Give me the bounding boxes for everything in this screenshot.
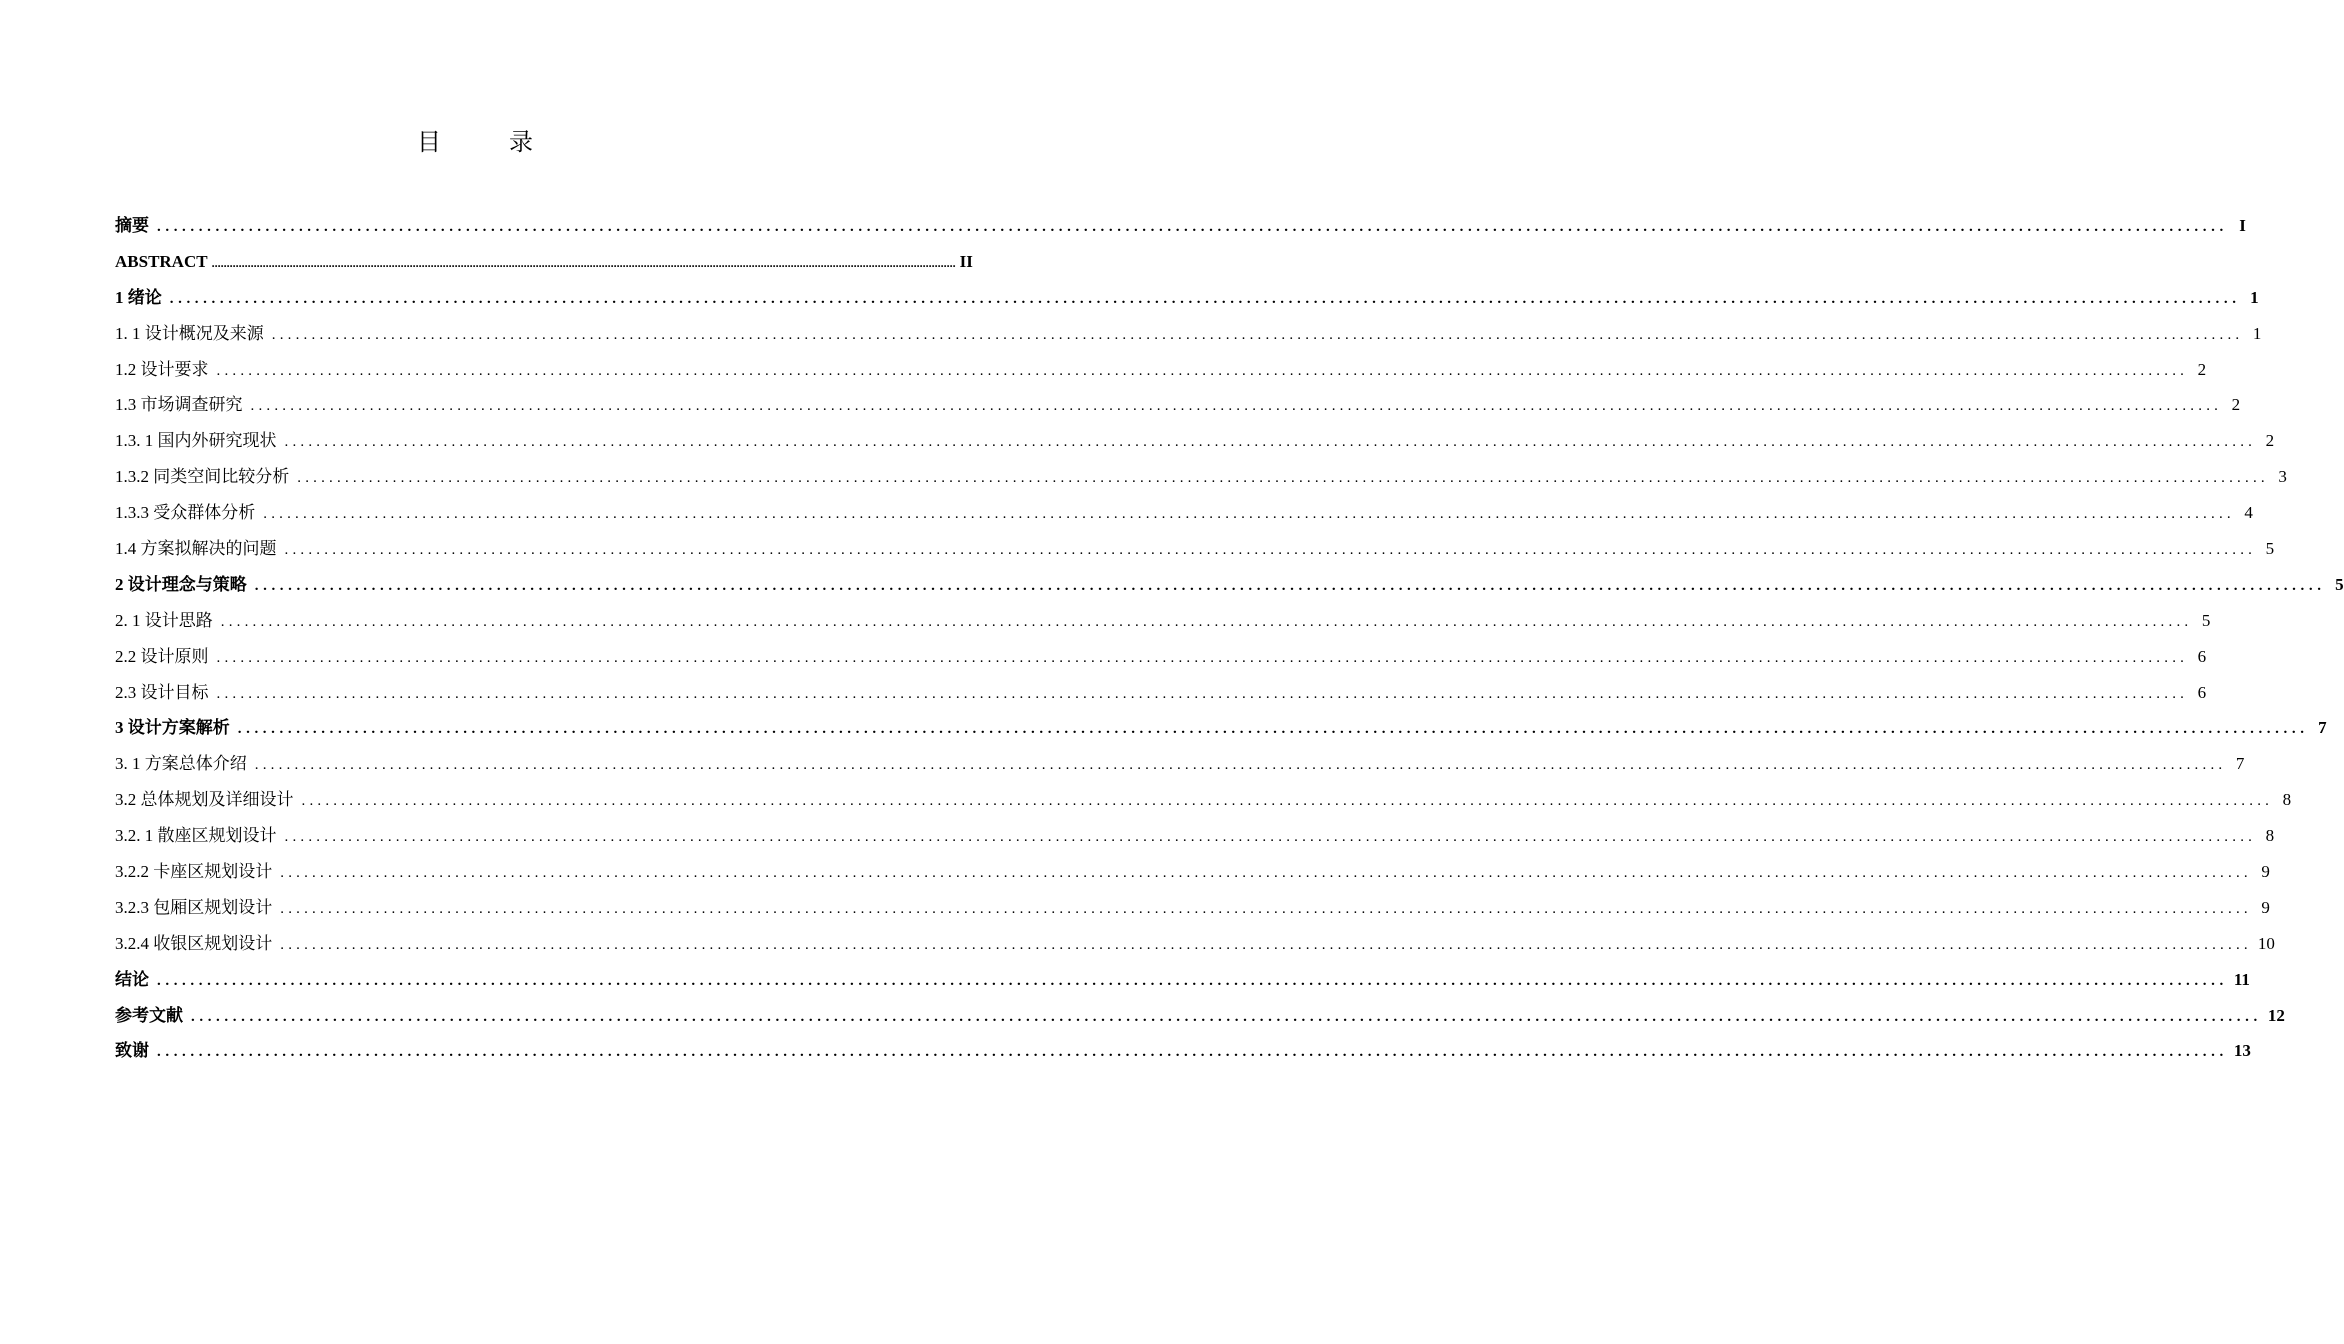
toc-dot-leader: ........................................................................................................................................................................................................................................................: [297, 470, 2269, 487]
toc-dot-leader: ........................................................................................................................................................................................................................................................: [169, 290, 2241, 307]
toc-entry-label: 2 设计理念与策略: [115, 574, 247, 594]
toc-dot-leader: ........................................................................................................................................................................................................................................................: [254, 757, 2227, 774]
toc-entry-label: 参考文献: [115, 1005, 183, 1025]
toc-entry[interactable]: [115, 423, 2275, 459]
toc-entry[interactable]: [115, 998, 2285, 1034]
toc-entry-label: 2.3 设计目标: [115, 682, 209, 702]
toc-entry-label: 3.2. 1 散座区规划设计: [115, 826, 277, 846]
toc-entry-label: 1.2 设计要求: [115, 359, 209, 379]
toc-dot-leader: ........................................................................................................................................................................................................................................................: [216, 649, 2189, 666]
toc-dot-leader: ........................................................................................................................................................................................................................................................: [191, 1008, 2262, 1025]
toc-dot-leader: ........................................................................................................................................................................................................................................................: [271, 326, 2244, 343]
toc-dot-leader: ........................................................................................................................................................................................................................................................: [280, 936, 2252, 953]
toc-page-number: 11: [2233, 969, 2250, 989]
toc-entry[interactable]: [115, 1033, 2251, 1069]
toc-dot-leader: ........................................................................................................................................................................................................................................................: [301, 793, 2274, 810]
toc-dot-leader: ........................................................................................................................................................................................................................................................: [250, 398, 2223, 415]
toc-dot-leader: ........................................................................................................................................................................................................................................................: [284, 434, 2257, 451]
toc-dot-leader: ........................................................................................................................................................................................................................................................: [280, 900, 2252, 917]
toc-entry-label: 1.3 市场调查研究: [115, 395, 243, 415]
toc-entry-label: 3.2.4 收银区规划设计: [115, 933, 273, 953]
toc-page-number: 6: [2197, 682, 2207, 702]
toc-entry[interactable]: [115, 459, 2287, 495]
toc-page-number: 2: [2265, 431, 2275, 451]
toc-page-number: 9: [2261, 862, 2270, 882]
toc-page-number: 4: [2244, 503, 2253, 523]
toc-entry[interactable]: [115, 854, 2270, 890]
toc-page-number: 13: [2233, 1041, 2251, 1061]
toc-dot-leader: ........................................................................................................................................................................................................................................................: [263, 506, 2235, 523]
toc-page-number: 6: [2197, 646, 2207, 666]
table-of-contents: [115, 208, 2344, 1069]
toc-page-number: 7: [2318, 718, 2327, 738]
toc-dot-leader: ........................................................................................................................................................................................................................................................: [216, 362, 2189, 379]
toc-entry[interactable]: [115, 603, 2211, 639]
toc-entry-label: 3 设计方案解析: [115, 718, 230, 738]
toc-entry[interactable]: [115, 818, 2275, 854]
toc-entry[interactable]: [115, 567, 2344, 603]
toc-page-number: 8: [2265, 826, 2275, 846]
toc-page-number: 5: [2335, 574, 2344, 594]
toc-page-number: 7: [2235, 754, 2245, 774]
toc-entry-label: 1 绪论: [115, 287, 162, 307]
toc-entry[interactable]: [115, 352, 2207, 388]
toc-entry[interactable]: [115, 495, 2253, 531]
toc-dot-leader: ........................................................................................................................................................................................................................................................: [284, 829, 2257, 846]
toc-dot-leader: ........................................................................................................................................................................................................................................................: [280, 865, 2252, 882]
toc-entry-label: 1.3. 1 国内外研究现状: [115, 431, 277, 451]
toc-entry[interactable]: [115, 316, 2262, 352]
toc-entry-label: 1. 1 设计概况及来源: [115, 323, 264, 343]
toc-dot-leader: ........................................................................................................................................................................................................................................................: [237, 721, 2309, 738]
toc-entry-label: 摘要: [115, 216, 149, 235]
toc-page-number: II: [959, 251, 973, 271]
toc-entry-label: 1.3.2 同类空间比较分析: [115, 467, 290, 487]
toc-entry[interactable]: [115, 639, 2207, 675]
toc-dot-leader: ........................................................................................................................................................................................................................................................: [157, 1044, 2228, 1061]
toc-page-number: 3: [2278, 467, 2287, 487]
toc-entry[interactable]: [115, 208, 2246, 244]
toc-entry-label: 致谢: [115, 1041, 149, 1061]
toc-dot-leader: ........................................................................................................................................................................................................................................................: [284, 542, 2257, 559]
toc-page-number: 9: [2261, 897, 2270, 917]
toc-dot-leader: ........................................................................................................................................................................................................................................................: [216, 685, 2189, 702]
toc-entry-label: 1.3.3 受众群体分析: [115, 503, 256, 523]
toc-dot-leader: ........................................................................................................................................................................................................................................................: [254, 577, 2326, 594]
toc-entry[interactable]: [115, 531, 2275, 567]
toc-page-number: I: [2239, 216, 2246, 235]
toc-entry[interactable]: [115, 890, 2270, 926]
toc-page-number: 2: [2197, 359, 2207, 379]
toc-entry-label: 2. 1 设计思路: [115, 610, 213, 630]
toc-entry[interactable]: [115, 244, 973, 280]
page-title: 目 录: [417, 128, 555, 156]
toc-page-number: 8: [2282, 790, 2292, 810]
toc-entry[interactable]: [115, 782, 2292, 818]
toc-entry-label: 3. 1 方案总体介绍: [115, 754, 247, 774]
toc-entry[interactable]: [115, 280, 2259, 316]
toc-page-number: 10: [2257, 933, 2275, 953]
toc-entry[interactable]: [115, 675, 2207, 711]
toc-entry[interactable]: [115, 387, 2241, 423]
toc-entry-label: 3.2.3 包厢区规划设计: [115, 897, 273, 917]
toc-dot-leader: ........................................................................................................................................................................................................................................................: [211, 255, 956, 270]
toc-entry-label: 3.2.2 卡座区规划设计: [115, 862, 273, 882]
toc-entry-label: 1.4 方案拟解决的问题: [115, 539, 277, 559]
toc-entry[interactable]: [115, 746, 2245, 782]
toc-entry[interactable]: [115, 926, 2275, 962]
toc-entry-label: 3.2 总体规划及详细设计: [115, 790, 294, 810]
toc-page-number: 12: [2267, 1005, 2285, 1025]
toc-page-number: 5: [2265, 539, 2275, 559]
toc-dot-leader: ........................................................................................................................................................................................................................................................: [220, 613, 2193, 630]
toc-entry[interactable]: [115, 962, 2250, 998]
toc-page-number: 1: [2250, 287, 2259, 307]
toc-page-number: 1: [2252, 323, 2262, 343]
toc-page-number: 2: [2231, 395, 2241, 415]
toc-entry[interactable]: [115, 710, 2327, 746]
toc-dot-leader: ........................................................................................................................................................................................................................................................: [157, 219, 2228, 235]
toc-entry-label: ABSTRACT: [115, 251, 208, 271]
toc-dot-leader: ........................................................................................................................................................................................................................................................: [157, 972, 2228, 989]
toc-entry-label: 2.2 设计原则: [115, 646, 209, 666]
toc-page-number: 5: [2201, 610, 2211, 630]
toc-entry-label: 结论: [115, 969, 149, 989]
